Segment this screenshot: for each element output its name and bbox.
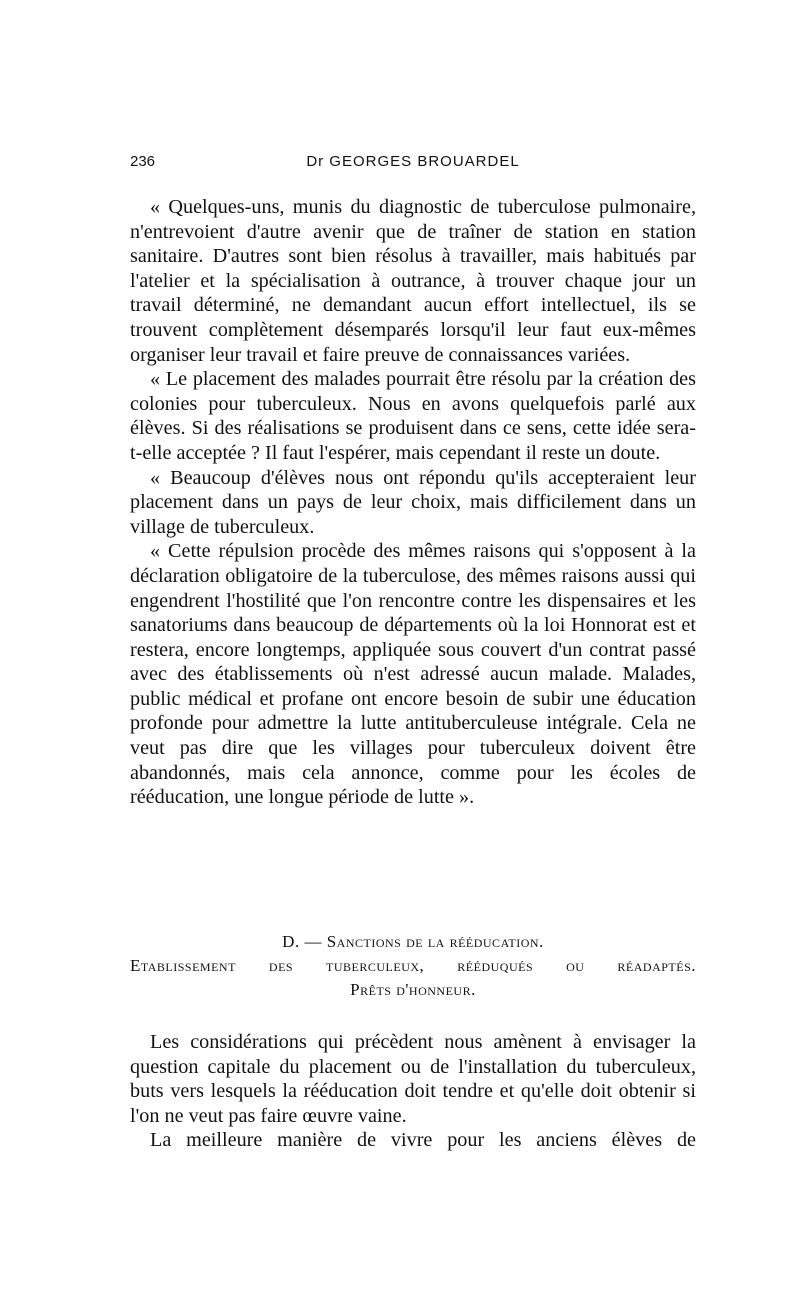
section-heading-line1: D. — Sanctions de la rééducation. [282,932,544,951]
section-heading-line2: Etablissement des tuberculeux, rééduqués ou réadaptés. [130,956,696,975]
paragraph: « Cette répulsion procède des mêmes raisons qui s'opposent à la déclaration obligatoire de la tuberculose, des mêmes raisons aussi qui engendrent l'hostilité que l'on rencontre contre les dispensaires et les sanatoriums dans beaucoup de départements où la loi Honnorat est et restera, encore longtemps, appliquée sous couvert d'un contrat passé avec des établissements où n'est adressé aucun malade. Malades, public médical et profane ont encore besoin de subir une éducation profonde pour admettre la lutte antituberculeuse intégrale. Cela ne veut pas dire que les villages pour tuberculeux doivent être abandonnés, mais cela annonce, comme pour les écoles de rééducation, une longue période de lutte ». [130,540,696,809]
paragraph: « Quelques-uns, munis du diagnostic de tuberculose pulmonaire, n'entrevoient d'autre avenir que de traîner de station en station sanitaire. D'autres sont bien résolus à travailler, mais habitués par l'atelier et la spécialisation à outrance, à trouver chaque jour un travail déterminé, ne demandant aucun effort intellectuel, ils se trouvent complètement désemparés lorsqu'il leur faut eux-mêmes organiser leur travail et faire preuve de connaissances variées. [130,196,696,366]
section-heading-line3: Prêts d'honneur. [350,980,476,999]
top-text-block [130,195,696,810]
paragraph: Les considérations qui précèdent nous amènent à envisager la question capitale du placement ou de l'installation du tuberculeux, buts vers lesquels la rééducation doit tendre et qu'elle doit obtenir si l'on ne veut pas faire œuvre vaine. [130,1031,696,1127]
paragraph: « Beaucoup d'élèves nous ont répondu qu'ils accepteraient leur placement dans un pays de leur choix, mais difficilement dans un village de tuberculeux. [130,466,696,538]
bottom-text-block [130,1030,696,1153]
section-heading [130,930,696,1002]
running-title: Dr GEORGES BROUARDEL [306,153,520,170]
page-number: 236 [130,153,156,170]
paragraph: La meilleure manière de vivre pour les anciens élèves de [150,1129,696,1152]
paragraph: « Le placement des malades pourrait être résolu par la création des colonies pour tuberculeux. Nous en avons quelquefois parlé aux élèves. Si des réalisations se produisent dans ce sens, cette idée sera-t-elle acceptée ? Il faut l'espérer, mais cependant il reste un doute. [130,368,696,464]
